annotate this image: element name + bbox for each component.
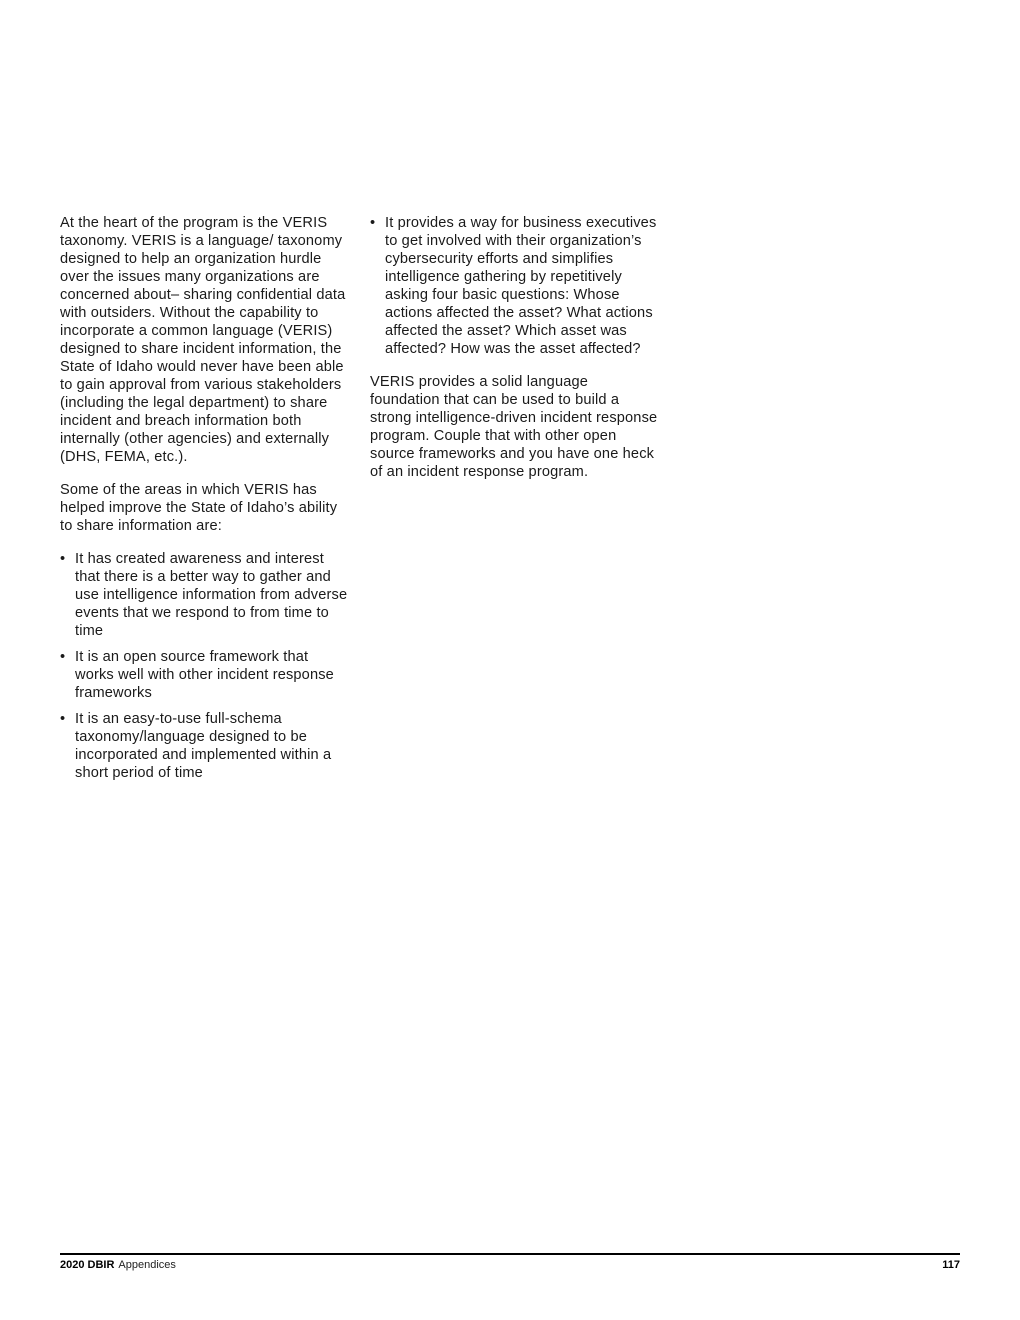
left-column [60,214,350,797]
list-item-text: It is an open source framework that works well with other incident response frameworks [75,649,334,701]
bullet-icon: • [60,711,66,727]
list-item-text: It provides a way for business executives to get involved with their organization’s cybersecurity efforts and simplifies intelligence gathering by repetitively asking four basic questions: Whose actions affected the asset? What actions affected the asset? Which asset was affected? How was the asset affected? [385,215,657,357]
bullet-icon: • [60,551,66,567]
page-footer [60,1259,960,1272]
right-column [370,214,660,496]
list-item [60,550,350,640]
list-item-text: It is an easy-to-use full-schema taxonomy/language designed to be incorporated and implemented within a short period of time [75,711,332,781]
bullet-icon: • [370,215,376,231]
section-name: Appendices [118,1259,176,1271]
areas-paragraph: Some of the areas in which VERIS has helped improve the State of Idaho’s ability to share information are: [60,482,338,534]
list-item [60,648,350,702]
footer-divider [60,1253,960,1255]
bullet-icon: • [60,649,66,665]
intro-paragraph: At the heart of the program is the VERIS taxonomy. VERIS is a language/ taxonomy designed to help an organization hurdle over the issues many organizations are concerned about– sharing confidential data with outsiders. Without the capability to incorporate a common language (VERIS) designed to share incident information, the State of Idaho would never have been able to gain approval from various stakeholders (including the legal department) to share incident and breach information both internally (other agencies) and externally (DHS, FEMA, etc.). [60,215,346,465]
report-title: 2020 DBIR [60,1259,115,1271]
list-item [60,710,350,782]
conclusion-paragraph: VERIS provides a solid language foundation that can be used to build a strong intelligence-driven incident response program. Couple that with other open source frameworks and you have one heck of an incident response program. [370,374,658,480]
page-number: 117 [942,1259,960,1271]
list-item [370,214,660,358]
benefits-list-continued [370,214,660,358]
benefits-list [60,550,350,782]
list-item-text: It has created awareness and interest that there is a better way to gather and use intelligence information from adverse events that we respond to from time to time [75,551,348,639]
